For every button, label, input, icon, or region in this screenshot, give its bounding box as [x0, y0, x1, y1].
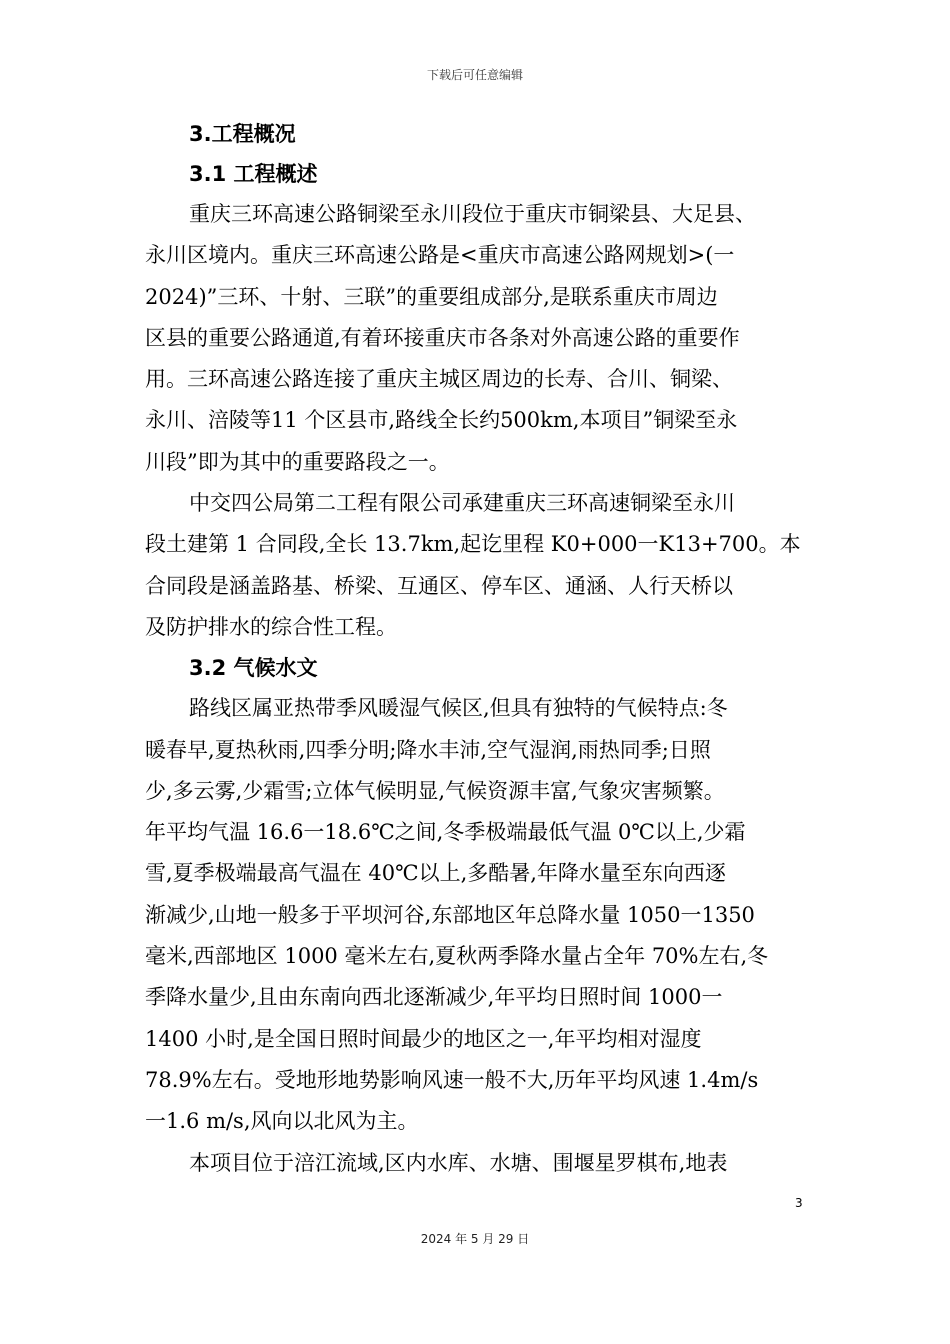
page-number: 3	[795, 1196, 803, 1210]
paragraph-climate	[145, 688, 809, 1142]
text-line: 永川区境内。重庆三环高速公路是<重庆市高速公路网规划>(一	[145, 243, 735, 268]
text-line: 路线区属亚热带季风暖湿气候区,但具有独特的气候特点:冬	[189, 696, 728, 721]
section-heading-3: 3.工程概况	[189, 122, 296, 146]
text-line: 本项目位于涪江流域,区内水库、水塘、围堰星罗棋布,地表	[189, 1150, 728, 1175]
page-footer-date: 2024 年 5 月 29 日	[420, 1232, 530, 1246]
text-line: 合同段是涵盖路基、桥梁、互通区、停车区、通涵、人行天桥以	[145, 573, 733, 598]
text-line: 雪,夏季极端最高气温在 40℃以上,多酷暑,年降水量至东向西逐	[145, 861, 726, 886]
paragraph-overview	[145, 194, 809, 483]
text-line: 少,多云雾,少霜雪;立体气候明显,气候资源丰富,气象灾害频繁。	[145, 778, 725, 803]
section-heading-3-2: 3.2 气候水文	[189, 656, 318, 681]
paragraph-hydrology	[145, 1143, 809, 1184]
document-body	[145, 114, 809, 1184]
section-heading-3-1: 3.1 工程概述	[189, 162, 318, 186]
text-line: 川段”即为其中的重要路段之一。	[145, 449, 450, 474]
text-line: 季降水量少,且由东南向西北逐渐减少,年平均日照时间 1000一	[145, 985, 723, 1010]
text-line: 一1.6 m/s,风向以北风为主。	[145, 1109, 419, 1134]
text-line: 中交四公局第二工程有限公司承建重庆三环高速铜梁至永川	[189, 491, 735, 516]
text-line: 1400 小时,是全国日照时间最少的地区之一,年平均相对湿度	[145, 1026, 702, 1051]
text-line: 段土建第 1 合同段,全长 13.7km,起讫里程 K0+000一K13+700。本	[145, 532, 801, 557]
text-line: 用。三环高速公路连接了重庆主城区周边的长寿、合川、铜梁、	[145, 367, 733, 392]
text-line: 区县的重要公路通道,有着环接重庆市各条对外高速公路的重要作	[145, 325, 740, 350]
text-line: 毫米,西部地区 1000 毫米左右,夏秋两季降水量占全年 70%左右,冬	[145, 944, 769, 969]
text-line: 暖春早,夏热秋雨,四季分明;降水丰沛,空气湿润,雨热同季;日照	[145, 737, 711, 762]
text-line: 永川、涪陵等11 个区县市,路线全长约500km,本项目”铜梁至永	[145, 408, 738, 433]
paragraph-contract	[145, 483, 809, 648]
text-line: 渐减少,山地一般多于平坝河谷,东部地区年总降水量 1050一1350	[145, 902, 755, 927]
page-header: 下载后可任意编辑	[426, 68, 523, 82]
text-line: 重庆三环高速公路铜梁至永川段位于重庆市铜梁县、大足县、	[189, 202, 756, 226]
text-line: 年平均气温 16.6一18.6℃之间,冬季极端最低气温 0℃以上,少霜	[145, 820, 746, 845]
text-line: 78.9%左右。受地形地势影响风速一般不大,历年平均风速 1.4m/s	[145, 1067, 759, 1092]
text-line: 2024)”三环、十射、三联”的重要组成部分,是联系重庆市周边	[145, 284, 718, 309]
text-line: 及防护排水的综合性工程。	[145, 614, 397, 639]
